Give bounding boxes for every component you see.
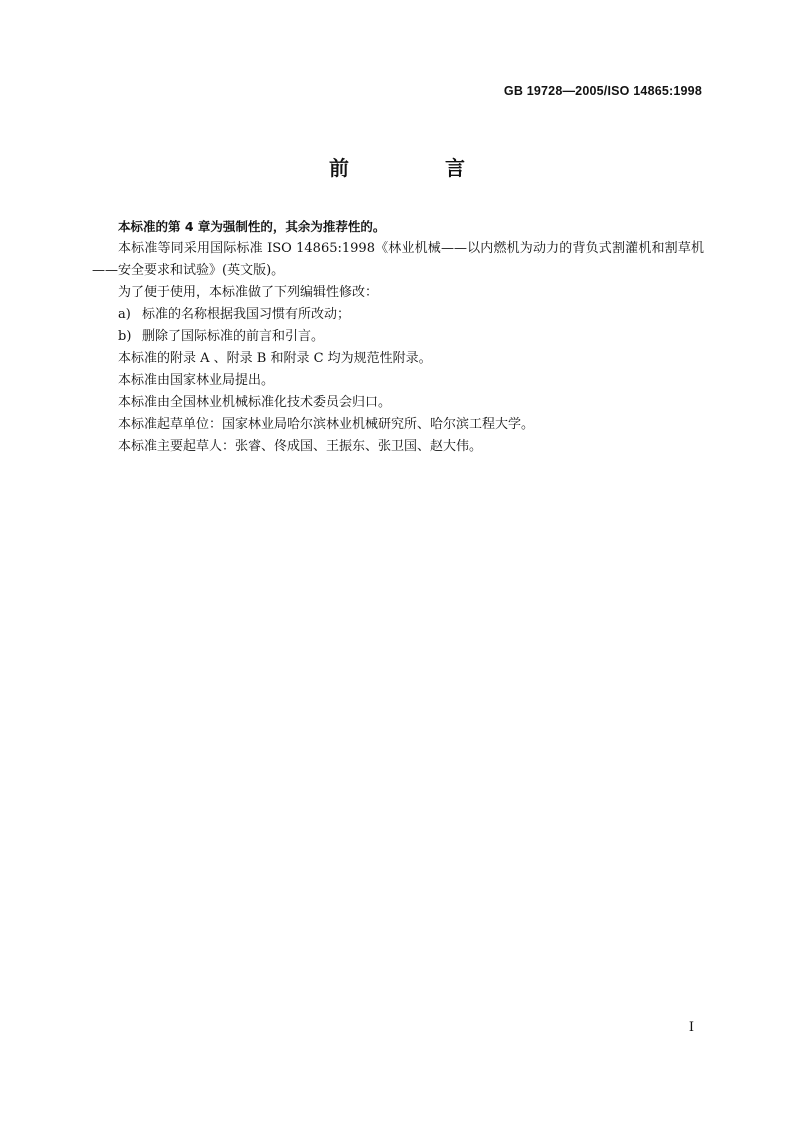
list-item-marker: a) (118, 307, 131, 322)
annexes-statement: 本标准的附录 A 、附录 B 和附录 C 均为规范性附录。 (118, 351, 432, 366)
drafters-statement: 本标准主要起草人：张睿、佟成国、王振东、张卫国、赵大伟。 (118, 439, 483, 454)
drafting-units-statement: 本标准起草单位：国家林业局哈尔滨林业机械研究所、哈尔滨工程大学。 (118, 417, 535, 432)
adoption-statement: 本标准等同采用国际标准 ISO 14865:1998《林业机械——以内燃机为动力的背负式割灌机和割草机——安全要求和试验》(英文版)。 (92, 241, 704, 278)
changes-list (92, 304, 704, 348)
list-item-text: 删除了国际标准的前言和引言。 (142, 329, 325, 344)
list-item-text: 标准的名称根据我国习惯有所改动； (142, 307, 351, 322)
committee-statement: 本标准由全国林业机械标准化技术委员会归口。 (118, 395, 392, 410)
foreword-body (92, 216, 704, 458)
changes-intro: 为了便于使用，本标准做了下列编辑性修改： (118, 285, 379, 300)
mandatory-statement: 本标准的第 4 章为强制性的，其余为推荐性的。 (118, 219, 386, 234)
page-number: I (688, 1020, 694, 1035)
page-title: 前 言 (329, 156, 503, 180)
list-item-marker: b) (118, 329, 132, 344)
standard-number-header: GB 19728—2005/ISO 14865:1998 (503, 84, 702, 98)
proposer-statement: 本标准由国家林业局提出。 (118, 373, 275, 388)
list-item (92, 326, 704, 348)
list-item (92, 304, 704, 326)
